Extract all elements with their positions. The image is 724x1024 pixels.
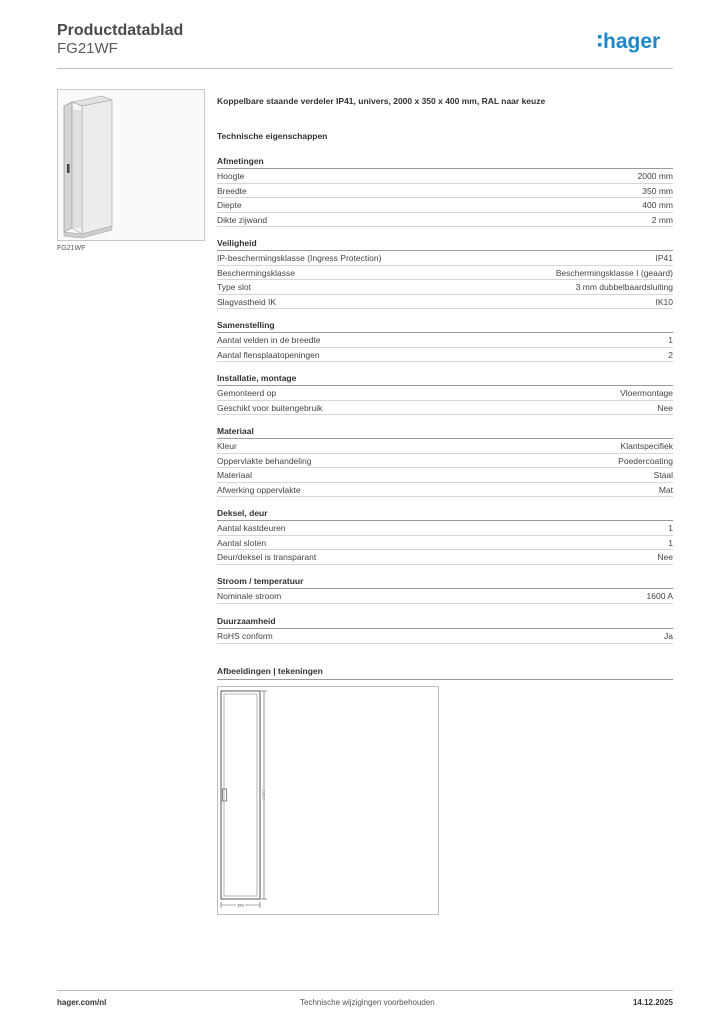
spec-row	[217, 439, 673, 454]
spec-label: IP-beschermingsklasse (Ingress Protection)	[217, 253, 382, 263]
spec-label: Gemonteerd op	[217, 388, 277, 398]
spec-row	[217, 454, 673, 469]
spec-label: Aantal flensplaatopeningen	[217, 349, 320, 360]
header-divider	[57, 68, 673, 69]
spec-value: 1	[668, 537, 673, 548]
product-code: FG21WF	[57, 40, 118, 57]
section-duurzaamheid	[217, 616, 673, 644]
section-title: Veiligheid	[217, 238, 257, 248]
spec-value: Poedercoating	[618, 455, 673, 466]
product-photo	[57, 89, 205, 241]
spec-row	[217, 386, 673, 401]
page-title: Productdatablad	[57, 22, 184, 39]
spec-row	[217, 251, 673, 266]
spec-label: Afwerking oppervlakte	[217, 484, 301, 495]
spec-row	[217, 169, 673, 184]
section-title: Samenstelling	[217, 320, 275, 330]
spec-label: Aantal velden in de breedte	[217, 335, 321, 345]
section-title: Installatie, montage	[217, 373, 297, 383]
photo-caption: FG21WF	[57, 245, 86, 252]
spec-value: IK10	[655, 296, 673, 307]
section-installatie	[217, 373, 673, 415]
section-afmetingen	[217, 156, 673, 227]
section-veiligheid	[217, 238, 673, 309]
spec-value: 400 mm	[642, 200, 673, 211]
logo-text: hager	[603, 30, 661, 53]
spec-row	[217, 521, 673, 536]
spec-value: Beschermingsklasse I (geaard)	[555, 267, 673, 278]
spec-value: Nee	[657, 402, 673, 413]
spec-row	[217, 213, 673, 228]
spec-value: 2	[668, 349, 673, 360]
section-title: Stroom / temperatuur	[217, 576, 304, 586]
spec-row	[217, 629, 673, 644]
spec-row	[217, 536, 673, 551]
section-title: Deksel, deur	[217, 508, 268, 518]
section-deksel-deur	[217, 508, 673, 565]
spec-label: Aantal sloten	[217, 537, 267, 548]
spec-row	[217, 295, 673, 310]
spec-label: Hoogte	[217, 171, 245, 181]
height-dimension: 2000	[261, 790, 266, 800]
spec-row	[217, 401, 673, 416]
section-title: Materiaal	[217, 426, 254, 436]
technical-drawing	[217, 686, 439, 915]
spec-value: 350 mm	[642, 185, 673, 196]
footer-divider	[57, 990, 673, 991]
product-description: Koppelbare staande verdeler IP41, univers, 2000 x 350 x 400 mm, RAL naar keuze	[217, 96, 546, 106]
width-dimension: 350	[237, 902, 244, 908]
spec-label: Aantal kastdeuren	[217, 523, 286, 533]
spec-value: IP41	[655, 253, 673, 263]
tech-properties-heading: Technische eigenschappen	[217, 131, 328, 141]
spec-value: 1	[668, 523, 673, 533]
spec-label: Geschikt voor buitengebruik	[217, 402, 323, 413]
footer-website: hager.com/nl	[57, 998, 107, 1007]
spec-label: Dikte zijwand	[217, 214, 268, 225]
spec-row	[217, 333, 673, 348]
spec-row	[217, 280, 673, 295]
images-divider	[217, 679, 673, 680]
spec-row	[217, 468, 673, 483]
images-heading: Afbeeldingen | tekeningen	[217, 666, 323, 676]
spec-value: 3 mm dubbelbaardsluiting	[575, 282, 673, 293]
spec-value: Mat	[658, 484, 673, 495]
spec-value: 1600 A	[646, 591, 673, 601]
spec-row	[217, 483, 673, 498]
spec-value: Ja	[664, 631, 673, 641]
section-title: Afmetingen	[217, 156, 264, 166]
spec-label: Slagvastheid IK	[217, 296, 277, 307]
footer-disclaimer: Technische wijzigingen voorbehouden	[300, 998, 435, 1007]
spec-row	[217, 348, 673, 363]
spec-label: Type slot	[217, 282, 252, 293]
footer-date: 14.12.2025	[632, 998, 673, 1007]
hager-logo	[598, 26, 674, 56]
spec-label: Deur/deksel is transparant	[217, 552, 317, 563]
spec-label: Nominale stroom	[217, 591, 282, 601]
spec-label: Materiaal	[217, 470, 252, 481]
spec-value: 1	[668, 335, 673, 345]
spec-label: Kleur	[217, 441, 237, 451]
spec-value: Staal	[653, 470, 673, 481]
spec-row	[217, 550, 673, 565]
spec-label: Beschermingsklasse	[217, 267, 295, 278]
spec-label: Oppervlakte behandeling	[217, 455, 312, 466]
spec-value: 2000 mm	[637, 171, 673, 181]
spec-row	[217, 266, 673, 281]
section-materiaal	[217, 426, 673, 497]
spec-value: Nee	[657, 552, 673, 563]
spec-label: RoHS conform	[217, 631, 273, 641]
spec-label: Breedte	[217, 185, 247, 196]
spec-value: 2 mm	[651, 214, 673, 225]
spec-label: Diepte	[217, 200, 242, 211]
section-stroom	[217, 576, 673, 604]
spec-row	[217, 184, 673, 199]
spec-row	[217, 198, 673, 213]
section-samenstelling	[217, 320, 673, 362]
spec-value: Klantspecifiek	[620, 441, 673, 451]
spec-row	[217, 589, 673, 604]
section-title: Duurzaamheid	[217, 616, 276, 626]
spec-value: Vloermontage	[620, 388, 673, 398]
